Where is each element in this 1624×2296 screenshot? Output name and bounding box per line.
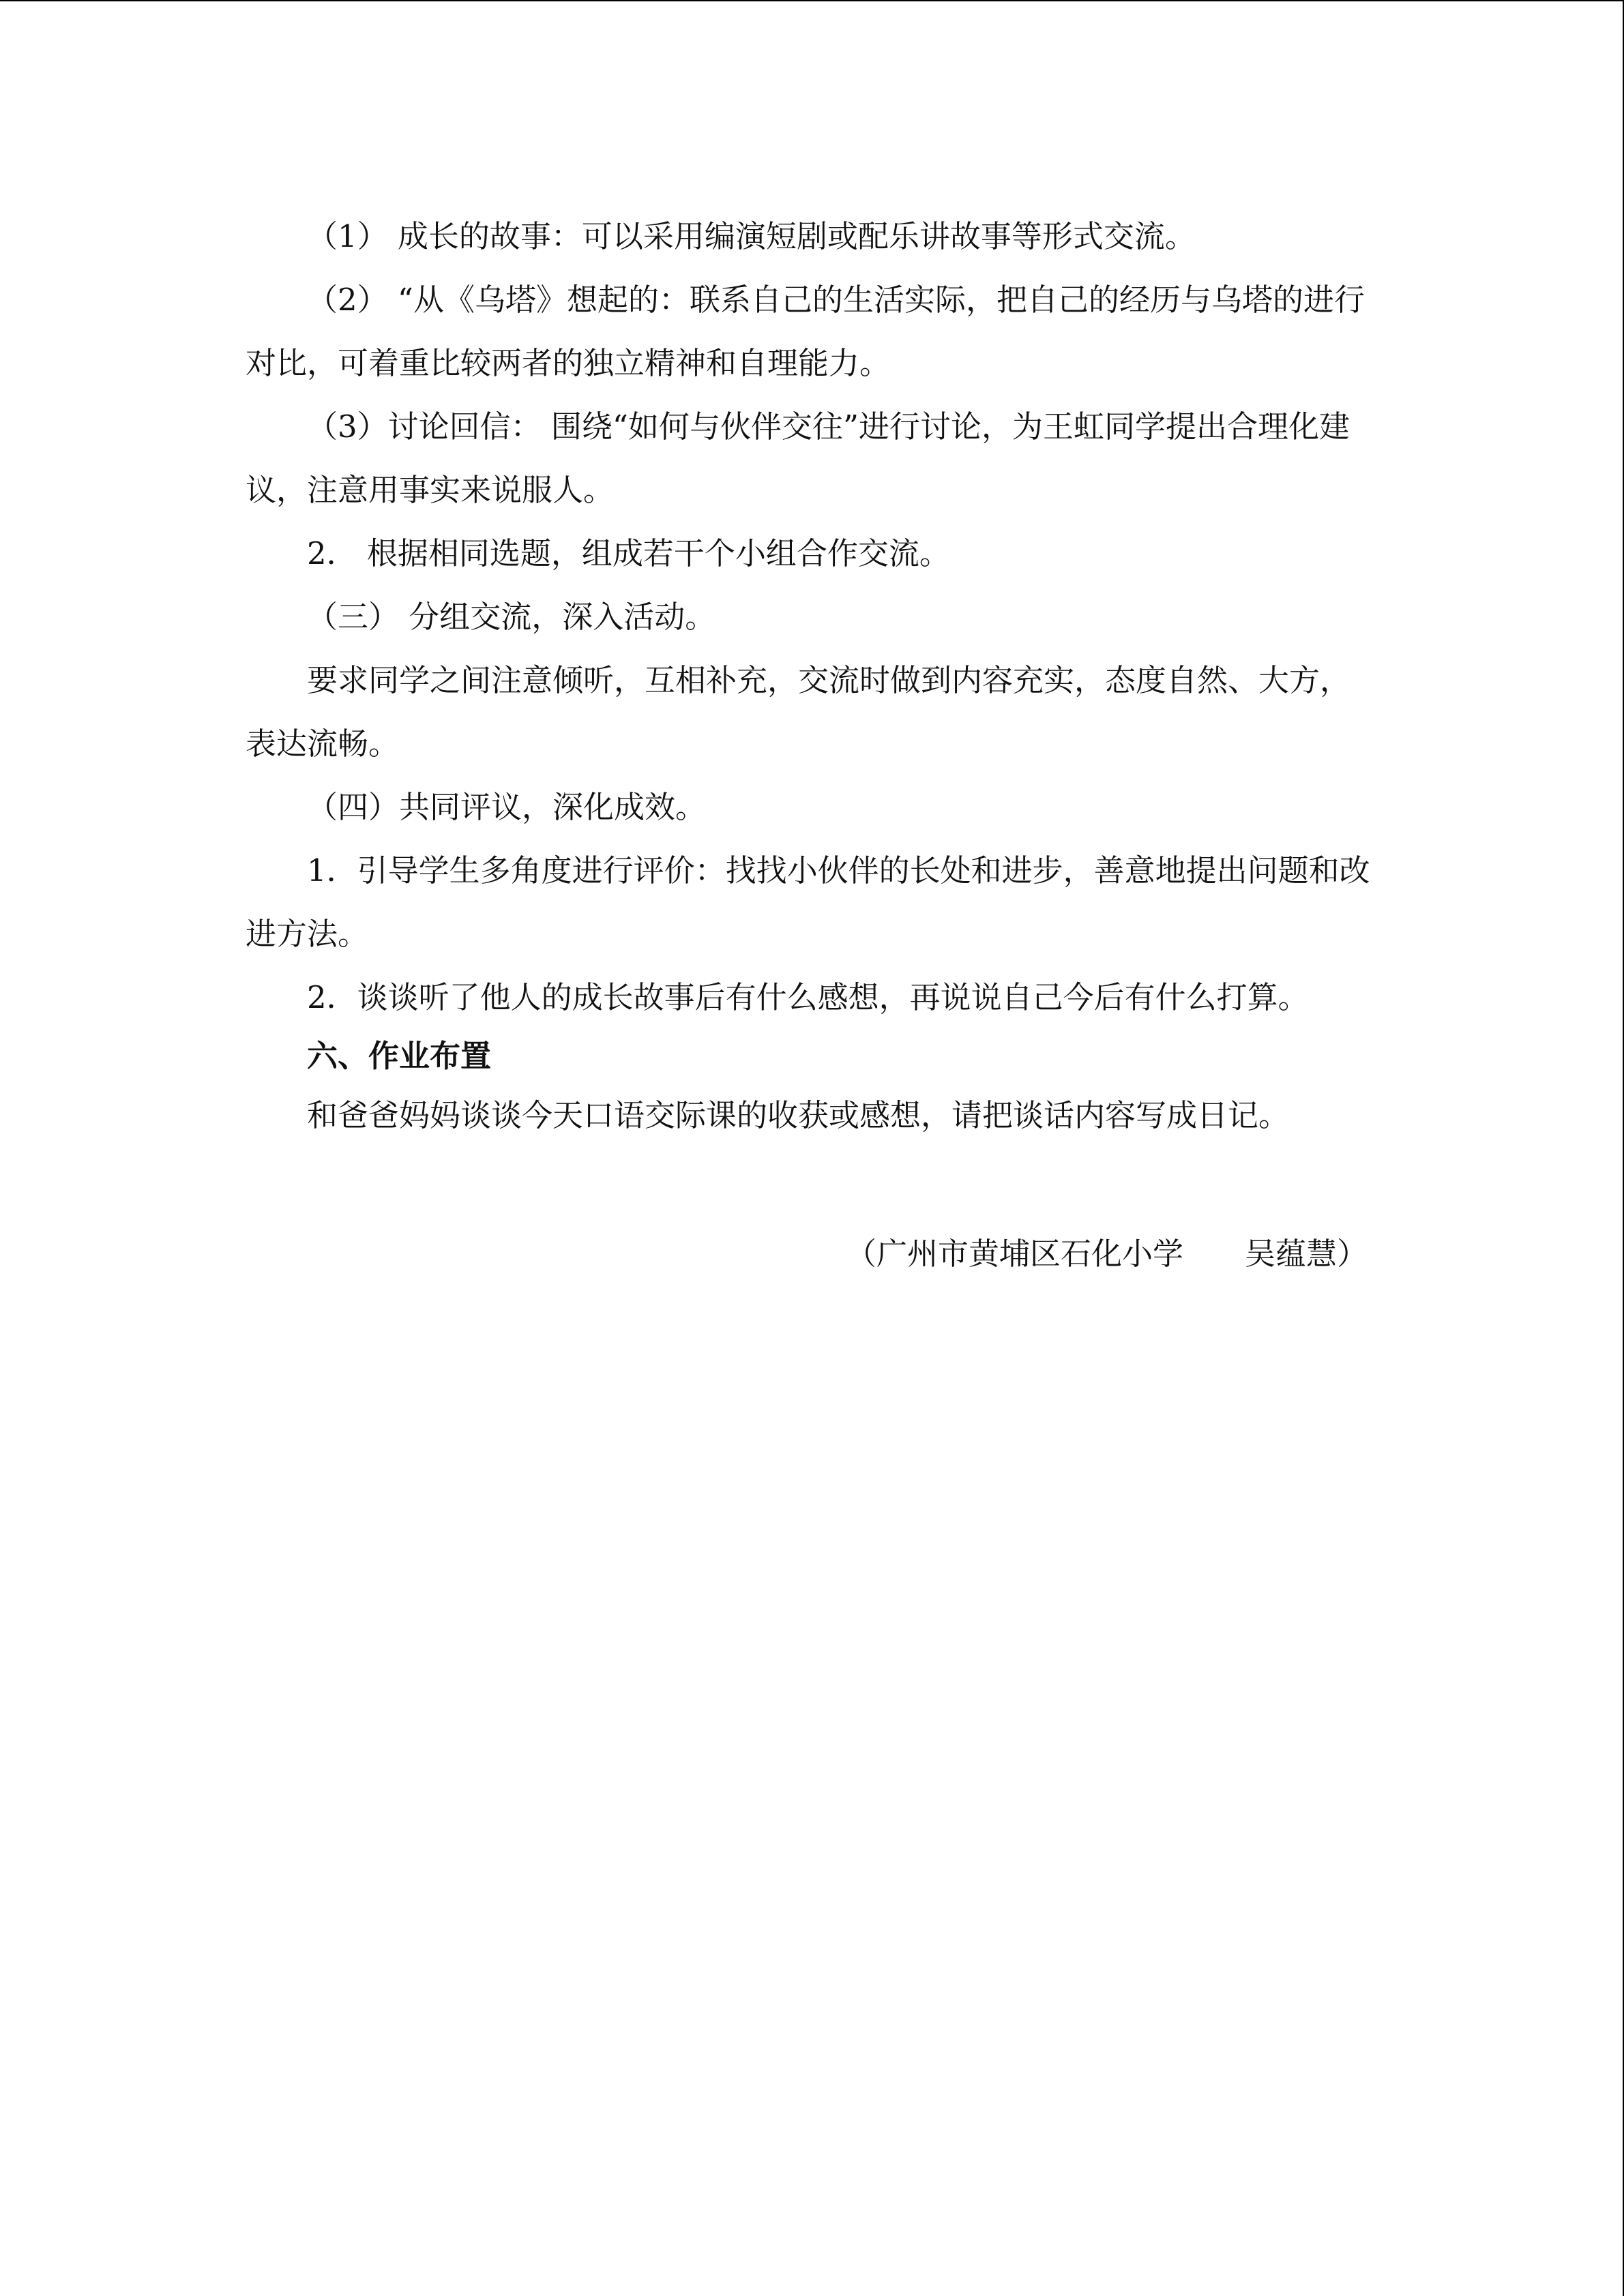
paragraph-section-three: （三） 分组交流，深入活动。 [307, 599, 716, 635]
paragraph-evaluation: 1．引导学生多角度进行评价：找找小伙伴的长处和进步，善意地提出问题和改进方法。 [246, 852, 1370, 952]
section-heading-homework: 六、作业布置 [307, 1038, 492, 1074]
author-signature: （广州市黄埔区石化小学 吴蕴慧） [845, 1236, 1368, 1272]
paragraph-reply-discussion: （3）讨论回信： 围绕“如何与伙伴交往”进行讨论，为王虹同学提出合理化建议，注意用事实来说服人。 [246, 408, 1350, 508]
paragraph-reflection: 2．谈谈听了他人的成长故事后有什么感想，再说说自己今后有什么打算。 [307, 979, 1309, 1015]
paragraph-section-four: （四）共同评议，深化成效。 [307, 789, 707, 825]
paragraph-uta: （2） “从《乌塔》想起的：联系自己的生活实际，把自己的经历与乌塔的进行对比，可着重比较两者的独立精神和自理能力。 [246, 282, 1365, 381]
paragraph-group-topics: 2． 根据相同选题，组成若干个小组合作交流。 [307, 535, 950, 571]
paragraph-homework: 和爸爸妈妈谈谈今天口语交际课的收获或感想，请把谈话内容写成日记。 [307, 1097, 1290, 1133]
document-body [246, 205, 1378, 1147]
paragraph-growth-story: （1） 成长的故事：可以采用编演短剧或配乐讲故事等形式交流。 [307, 218, 1196, 254]
paragraph-listening-requirements: 要求同学之间注意倾听，互相补充，交流时做到内容充实，态度自然、大方，表达流畅。 [246, 662, 1351, 762]
